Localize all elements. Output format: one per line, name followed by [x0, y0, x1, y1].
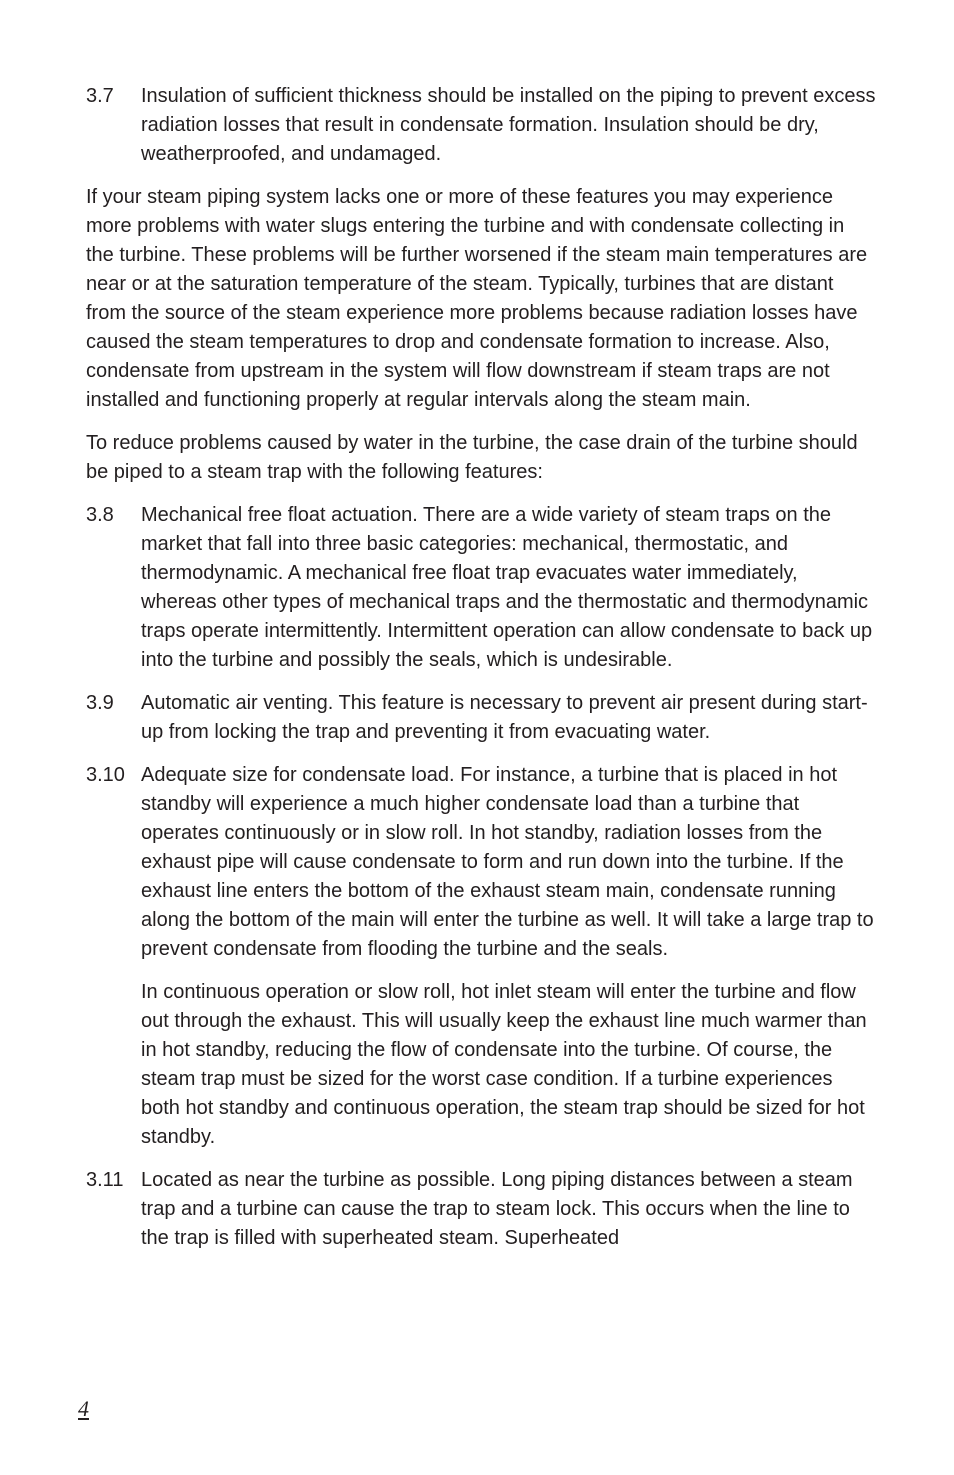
item-text-continued: In continuous operation or slow roll, hot inlet steam will enter the turbine and flow out through the exhaust. This will usually keep the exhaust line much warmer than in hot standby, reducing the flow of condensate into the turbine. Of course, the steam trap must be sized for the worst case condition. If a turbine experiences both hot standby and continuous operation, the steam trap should be sized for hot standby.	[141, 981, 867, 1148]
list-item-3-9	[86, 689, 876, 747]
item-number: 3.10	[86, 764, 125, 786]
item-text: Located as near the turbine as possible. Long piping distances between a steam trap and a turbine can cause the trap to steam lock. This occurs when the line to the trap is filled with superheated steam. Superheated	[141, 1169, 853, 1249]
item-number: 3.11	[86, 1169, 124, 1191]
document-body	[86, 82, 876, 1267]
item-number: 3.8	[86, 504, 114, 526]
body-paragraph-1: If your steam piping system lacks one or more of these features you may experience more problems with water slugs entering the turbine and with condensate collecting in the turbine. These problems will be further worsened if the steam main temperatures are near or at the saturation temperature of the steam. Typically, turbines that are distant from the source of the steam experience more problems because radiation losses have caused the steam temperatures to drop and condensate formation to increase. Also, condensate from upstream in the system will flow downstream if steam traps are not installed and functioning properly at regular intervals along the steam main.	[86, 186, 868, 411]
item-body	[141, 761, 876, 1152]
item-text: Mechanical free float actuation. There are a wide variety of steam traps on the market that fall into three basic categories: mechanical, thermostatic, and thermodynamic. A mechanical free float trap evacuates water immediately, whereas other types of mechanical traps and the thermostatic and thermodynamic traps operate intermittently. Intermittent operation can allow condensate to back up into the turbine and possibly the seals, which is undesirable.	[141, 504, 873, 671]
item-number: 3.9	[86, 692, 114, 714]
list-item-3-7	[86, 82, 876, 169]
item-number: 3.7	[86, 85, 114, 107]
item-text: Adequate size for condensate load. For instance, a turbine that is placed in hot standby will experience a much higher condensate load than a turbine that operates continuously or in slow roll. In hot standby, radiation losses from the exhaust pipe will cause condensate to form and run down into the turbine. If the exhaust line enters the bottom of the exhaust steam main, condensate running along the bottom of the main will enter the turbine as well. It will take a large trap to prevent condensate from flooding the turbine and the seals.	[141, 764, 874, 960]
item-text: Automatic air venting. This feature is necessary to prevent air present during start-up from locking the trap and preventing it from evacuating water.	[141, 692, 868, 743]
list-item-3-8	[86, 501, 876, 675]
list-item-3-11	[86, 1166, 876, 1253]
body-paragraph-2: To reduce problems caused by water in the turbine, the case drain of the turbine should be piped to a steam trap with the following features:	[86, 432, 858, 483]
list-item-3-10	[86, 761, 876, 1152]
page-number: 4	[78, 1396, 89, 1421]
item-text: Insulation of sufficient thickness should be installed on the piping to prevent excess radiation losses that result in condensate formation. Insulation should be dry, weatherproofed, and undamaged.	[141, 85, 876, 165]
